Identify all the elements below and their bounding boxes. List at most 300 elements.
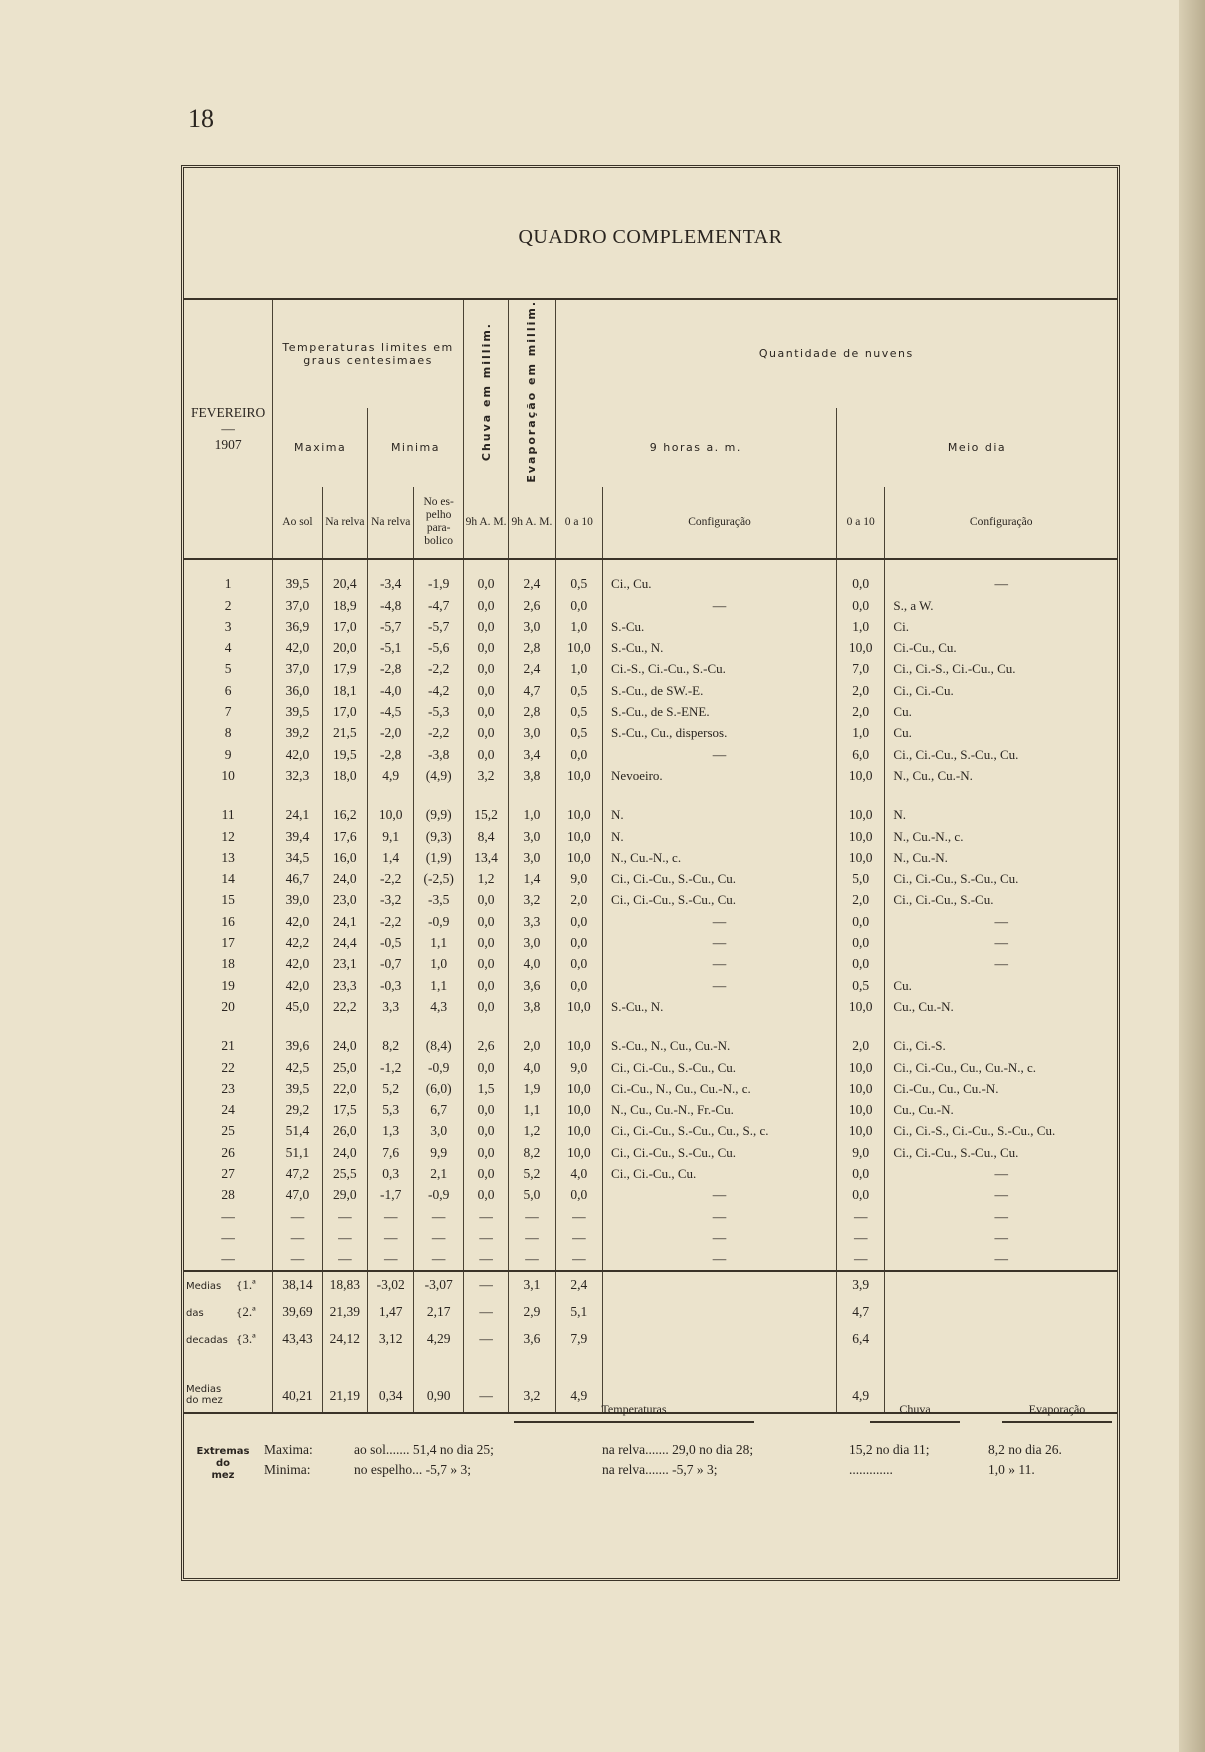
col-ao-sol: Ao sol <box>273 487 322 559</box>
table-cell: 1,4 <box>509 869 555 890</box>
table-cell: 13,4 <box>463 847 508 868</box>
col-no-espelho: No es- pelho para- bolico <box>414 487 463 559</box>
table-cell: 0,0 <box>463 680 508 701</box>
average-cell: 3,9 <box>837 1271 885 1299</box>
decade-label-word: Medias <box>186 1281 222 1293</box>
table-row <box>184 975 1117 996</box>
extremes-label-3: mez <box>211 1470 235 1481</box>
table-cell: 0,0 <box>463 1099 508 1120</box>
table-cell: 6,7 <box>414 1099 463 1120</box>
table-cell: 1,1 <box>509 1099 555 1120</box>
table-cell: — <box>885 954 1117 975</box>
table-cell: Ci.-Cu., Cu. <box>885 638 1117 659</box>
table-cell: 39,4 <box>273 826 322 847</box>
table-cell: 20 <box>221 998 235 1014</box>
average-cell: 4,29 <box>414 1326 463 1353</box>
table-cell: (8,4) <box>414 1036 463 1057</box>
table-cell: 17,0 <box>322 701 367 722</box>
table-cell: 0,0 <box>837 559 885 595</box>
table-cell: Ci., Ci.-S., Ci.-Cu., Cu. <box>885 659 1117 680</box>
table-cell: 2,0 <box>509 1036 555 1057</box>
table-cell: 5,0 <box>837 869 885 890</box>
table-cell: N., Cu.-N., c. <box>885 826 1117 847</box>
table-cell: S.-Cu., N. <box>603 996 837 1017</box>
table-cell: -4,8 <box>368 595 414 616</box>
average-cell: -3,07 <box>414 1271 463 1299</box>
table-cell: 10,0 <box>555 847 602 868</box>
table-cell: 10,0 <box>837 826 885 847</box>
decade-label: decadas {3.ª <box>186 1331 256 1347</box>
table-cell: -5,3 <box>414 701 463 722</box>
table-cell: — <box>603 954 837 975</box>
table-cell: 39,0 <box>273 890 322 911</box>
table-cell: 23,3 <box>322 975 367 996</box>
table-cell: Ci., Ci.-Cu. <box>885 680 1117 701</box>
table-cell: -0,9 <box>414 911 463 932</box>
table-cell: 2,6 <box>463 1036 508 1057</box>
table-cell: 18,0 <box>322 765 367 786</box>
table-cell: Ci., Ci.-Cu., S.-Cu., Cu. <box>603 1057 837 1078</box>
table-cell: Cu., Cu.-N. <box>885 1099 1117 1120</box>
table-cell: — <box>837 1206 885 1227</box>
decade-average-row <box>184 1271 1117 1299</box>
table-cell: 10,0 <box>555 765 602 786</box>
table-cell: 9,0 <box>837 1142 885 1163</box>
table-cell: 42,0 <box>273 638 322 659</box>
table-cell: Ci., Ci.-Cu., S.-Cu., Cu. <box>603 890 837 911</box>
table-cell: 0,0 <box>463 723 508 744</box>
average-cell: 7,9 <box>555 1326 602 1353</box>
table-cell: — <box>885 1206 1117 1227</box>
average-cell: 1,47 <box>368 1299 414 1326</box>
table-cell: 18 <box>221 956 235 972</box>
row-spacer <box>184 787 1117 805</box>
max-sol: ao sol....... 51,4 no dia 25; <box>354 1442 494 1457</box>
table-cell: 8,4 <box>463 826 508 847</box>
evap-header: Evaporação em millim. <box>509 299 555 487</box>
table-cell: Ci. <box>885 616 1117 637</box>
decade-label: Medias {1.ª <box>186 1277 256 1293</box>
data-table-wrap <box>184 298 1117 1414</box>
table-cell: 47,0 <box>273 1185 322 1206</box>
table-cell: 24,1 <box>322 911 367 932</box>
table-cell: 2,4 <box>509 559 555 595</box>
nine-hours-header: 9 horas a. m. <box>555 408 836 487</box>
table-cell: — <box>555 1206 602 1227</box>
table-cell: — <box>603 1206 837 1227</box>
average-cell: 39,69 <box>273 1299 322 1326</box>
table-cell: 4,0 <box>509 954 555 975</box>
table-cell: 2,1 <box>414 1163 463 1184</box>
table-cell: 3,3 <box>509 911 555 932</box>
table-cell: S.-Cu. <box>603 616 837 637</box>
table-cell: — <box>509 1227 555 1248</box>
table-cell: -2,8 <box>368 659 414 680</box>
table-cell: (9,3) <box>414 826 463 847</box>
table-cell: 4,3 <box>414 996 463 1017</box>
col-clouds-9h-config: Configuração <box>603 487 837 559</box>
table-cell: 6,0 <box>837 744 885 765</box>
table-cell: (-2,5) <box>414 869 463 890</box>
table-cell: 3,2 <box>463 765 508 786</box>
table-cell: 17,9 <box>322 659 367 680</box>
table-cell: — <box>837 1249 885 1271</box>
table-cell: — <box>885 932 1117 953</box>
table-cell: — <box>273 1206 322 1227</box>
table-cell: 45,0 <box>273 996 322 1017</box>
table-cell: 2,0 <box>837 1036 885 1057</box>
table-cell: 4,0 <box>509 1057 555 1078</box>
decade-label: das {2.ª <box>186 1304 256 1320</box>
extremes-label-1: Extremas <box>196 1446 250 1457</box>
row-spacer <box>184 1018 1117 1036</box>
table-cell: 0,0 <box>555 975 602 996</box>
table-cell: N., Cu.-N., c. <box>603 847 837 868</box>
max-relva: na relva....... 29,0 no dia 28; <box>602 1442 754 1457</box>
average-cell: 4,9 <box>555 1353 602 1413</box>
book-spine <box>1179 0 1205 1752</box>
table-cell: 32,3 <box>273 765 322 786</box>
table-cell: 4,7 <box>509 680 555 701</box>
average-cell: 2,4 <box>555 1271 602 1299</box>
table-cell: 1,2 <box>509 1121 555 1142</box>
table-cell: 24,1 <box>273 805 322 826</box>
month-average-label-2: do mez <box>186 1394 223 1406</box>
year-label: 1907 <box>214 436 242 452</box>
table-cell: 14 <box>221 871 235 887</box>
table-cell: 3,0 <box>509 826 555 847</box>
table-row <box>184 1142 1117 1163</box>
table-row <box>184 659 1117 680</box>
table-cell: — <box>885 1185 1117 1206</box>
table-frame <box>181 165 1120 1581</box>
table-row <box>184 996 1117 1017</box>
table-row <box>184 1206 1117 1227</box>
table-cell: -5,1 <box>368 638 414 659</box>
col-na-relva-min: Na relva <box>368 487 414 559</box>
table-row <box>184 1121 1117 1142</box>
table-cell: -1,2 <box>368 1057 414 1078</box>
table-cell: — <box>603 932 837 953</box>
average-cell <box>885 1326 1117 1353</box>
table-cell: 1,0 <box>555 616 602 637</box>
month-label: FEVEREIRO <box>191 404 266 420</box>
min-chuva: ............. <box>849 1462 893 1477</box>
table-cell: S., a W. <box>885 595 1117 616</box>
col-clouds-md-config: Configuração <box>885 487 1117 559</box>
table-cell: 10,0 <box>837 805 885 826</box>
table-cell: Cu. <box>885 701 1117 722</box>
min-relva: na relva....... -5,7 » 3; <box>602 1462 718 1477</box>
table-cell: — <box>368 1206 414 1227</box>
table-row <box>184 890 1117 911</box>
table-cell: S.-Cu., Cu., dispersos. <box>603 723 837 744</box>
table-cell: 10 <box>221 767 235 783</box>
table-cell: -5,6 <box>414 638 463 659</box>
table-cell: 0,0 <box>463 638 508 659</box>
table-cell: 3,0 <box>509 932 555 953</box>
table-cell: 17,6 <box>322 826 367 847</box>
extremes-section <box>184 1396 1117 1496</box>
table-cell: — <box>603 1227 837 1248</box>
rain-header: Chuva em millim. <box>463 299 508 487</box>
table-cell: 9,9 <box>414 1142 463 1163</box>
table-cell: 51,4 <box>273 1121 322 1142</box>
table-cell: 1,1 <box>414 975 463 996</box>
average-cell: — <box>463 1271 508 1299</box>
table-cell: 0,0 <box>463 1142 508 1163</box>
table-cell: 23,1 <box>322 954 367 975</box>
average-cell: 0,34 <box>368 1353 414 1413</box>
table-row <box>184 559 1117 595</box>
table-cell: 10,0 <box>555 996 602 1017</box>
table-cell: -3,8 <box>414 744 463 765</box>
table-cell: 26 <box>221 1144 235 1160</box>
table-cell: -0,7 <box>368 954 414 975</box>
table-cell: S.-Cu., de SW.-E. <box>603 680 837 701</box>
temps-heading: Temperaturas <box>514 1402 754 1423</box>
table-cell: 10,0 <box>555 805 602 826</box>
table-cell: — <box>837 1227 885 1248</box>
table-cell: (4,9) <box>414 765 463 786</box>
table-cell: — <box>885 911 1117 932</box>
table-cell: -0,5 <box>368 932 414 953</box>
average-cell: 24,12 <box>322 1326 367 1353</box>
table-cell: Ci.-Cu., Cu., Cu.-N. <box>885 1078 1117 1099</box>
average-cell: — <box>463 1326 508 1353</box>
table-cell: 37,0 <box>273 659 322 680</box>
table-row <box>184 680 1117 701</box>
table-cell: — <box>885 559 1117 595</box>
table-row <box>184 954 1117 975</box>
table-cell: 0,0 <box>463 1121 508 1142</box>
table-cell: -3,2 <box>368 890 414 911</box>
table-cell: 0,5 <box>837 975 885 996</box>
table-cell: — <box>221 1208 235 1224</box>
table-cell: 3,0 <box>509 616 555 637</box>
table-cell: 1,9 <box>509 1078 555 1099</box>
table-cell: 46,7 <box>273 869 322 890</box>
table-cell: 2,8 <box>509 638 555 659</box>
table-cell: Cu. <box>885 723 1117 744</box>
table-cell: 4,9 <box>368 765 414 786</box>
table-cell: 0,0 <box>463 954 508 975</box>
table-cell: 7,0 <box>837 659 885 680</box>
table-cell: 13 <box>221 849 235 865</box>
table-cell: 0,0 <box>555 932 602 953</box>
table-cell: 0,5 <box>555 701 602 722</box>
table-cell: 0,0 <box>463 616 508 637</box>
table-cell: 11 <box>221 807 235 823</box>
table-cell: -4,5 <box>368 701 414 722</box>
table-cell: 10,0 <box>837 1078 885 1099</box>
table-cell: — <box>603 1249 837 1271</box>
table-cell: 2,4 <box>509 659 555 680</box>
max-evap: 8,2 no dia 26. <box>988 1442 1062 1457</box>
table-cell: — <box>509 1249 555 1271</box>
table-row <box>184 847 1117 868</box>
table-cell: N., Cu., Cu.-N. <box>885 765 1117 786</box>
table-cell: 1,4 <box>368 847 414 868</box>
table-cell: Ci., Ci.-Cu., S.-Cu., Cu., S., c. <box>603 1121 837 1142</box>
table-cell: 0,3 <box>368 1163 414 1184</box>
table-cell: 36,0 <box>273 680 322 701</box>
table-cell: — <box>368 1227 414 1248</box>
table-row <box>184 805 1117 826</box>
table-cell: — <box>322 1227 367 1248</box>
table-cell: 0,0 <box>463 1163 508 1184</box>
table-cell: 1,5 <box>463 1078 508 1099</box>
table-cell: 0,0 <box>555 911 602 932</box>
table-cell: — <box>603 744 837 765</box>
table-cell: 42,5 <box>273 1057 322 1078</box>
month-average-label-1: Medias <box>186 1383 222 1395</box>
table-cell: Ci., Ci.-S. <box>885 1036 1117 1057</box>
minima-header: Minima <box>368 408 464 487</box>
table-cell: 0,0 <box>463 890 508 911</box>
table-cell: 42,0 <box>273 744 322 765</box>
dash: — <box>221 420 235 436</box>
page-number: 18 <box>188 104 214 133</box>
table-cell: 17,5 <box>322 1099 367 1120</box>
col-na-relva: Na relva <box>322 487 367 559</box>
table-cell: 0,0 <box>463 1185 508 1206</box>
table-row <box>184 744 1117 765</box>
table-cell: -4,0 <box>368 680 414 701</box>
minima-label: Minima: <box>264 1462 311 1477</box>
table-cell: — <box>885 1163 1117 1184</box>
table-cell: — <box>273 1227 322 1248</box>
table-cell: N. <box>885 805 1117 826</box>
table-cell: -5,7 <box>414 616 463 637</box>
table-cell: — <box>603 595 837 616</box>
table-cell: 2,6 <box>509 595 555 616</box>
table-cell: 22,2 <box>322 996 367 1017</box>
table-cell: 3,2 <box>509 890 555 911</box>
table-cell: 1,0 <box>837 616 885 637</box>
table-row <box>184 1185 1117 1206</box>
table-cell: -2,8 <box>368 744 414 765</box>
table-cell: 0,5 <box>555 680 602 701</box>
table-cell: 39,2 <box>273 723 322 744</box>
table-cell: 8 <box>224 725 232 741</box>
clouds-header: Quantidade de nuvens <box>555 299 1117 408</box>
table-cell: 19 <box>221 977 235 993</box>
table-cell: 10,0 <box>837 1057 885 1078</box>
table-cell: -2,0 <box>368 723 414 744</box>
table-cell: 26,0 <box>322 1121 367 1142</box>
table-cell: Ci.-Cu., N., Cu., Cu.-N., c. <box>603 1078 837 1099</box>
table-cell: 9,0 <box>555 869 602 890</box>
table-cell: Ci., Ci.-Cu., Cu., Cu.-N., c. <box>885 1057 1117 1078</box>
temp-group-header: Temperaturas limites em graus centesimaes <box>273 299 464 408</box>
table-row <box>184 1227 1117 1248</box>
table-cell: 10,0 <box>555 1142 602 1163</box>
table-cell: 9,0 <box>555 1057 602 1078</box>
table-cell: S.-Cu., de S.-ENE. <box>603 701 837 722</box>
table-cell: 18,9 <box>322 595 367 616</box>
table-cell: 10,0 <box>555 638 602 659</box>
table-cell: 42,2 <box>273 932 322 953</box>
table-cell: 7,6 <box>368 1142 414 1163</box>
table-row <box>184 765 1117 786</box>
table-cell: 0,0 <box>837 954 885 975</box>
table-cell: Ci., Ci.-Cu., S.-Cu., Cu. <box>603 1142 837 1163</box>
table-cell: 39,5 <box>273 701 322 722</box>
average-cell: 5,1 <box>555 1299 602 1326</box>
maxima-label: Maxima: <box>264 1442 313 1457</box>
table-cell: 3,0 <box>509 847 555 868</box>
table-cell: (6,0) <box>414 1078 463 1099</box>
max-chuva: 15,2 no dia 11; <box>849 1442 930 1457</box>
average-cell: 6,4 <box>837 1326 885 1353</box>
decade-number: 3.ª <box>242 1331 256 1347</box>
table-cell: Ci., Ci.-Cu., S.-Cu., Cu. <box>885 869 1117 890</box>
average-cell: 4,9 <box>837 1353 885 1413</box>
table-cell: 2,8 <box>509 701 555 722</box>
table-cell: 6 <box>224 682 232 698</box>
average-cell: 43,43 <box>273 1326 322 1353</box>
table-cell: 16 <box>221 913 235 929</box>
table-cell: — <box>322 1206 367 1227</box>
table-cell: 3,0 <box>509 723 555 744</box>
table-cell: 47,2 <box>273 1163 322 1184</box>
table-cell: 10,0 <box>555 826 602 847</box>
table-cell: -4,2 <box>414 680 463 701</box>
table-cell: -0,9 <box>414 1185 463 1206</box>
decade-label-word: decadas <box>186 1335 228 1347</box>
table-title: QUADRO COMPLEMENTAR <box>518 226 783 248</box>
table-cell: 10,0 <box>555 1036 602 1057</box>
table-cell: -0,3 <box>368 975 414 996</box>
table-cell: 8,2 <box>509 1142 555 1163</box>
table-cell: 15 <box>221 892 235 908</box>
table-cell: 19,5 <box>322 744 367 765</box>
table-cell: 17 <box>221 935 235 951</box>
table-cell: -0,9 <box>414 1057 463 1078</box>
table-cell: 2,0 <box>837 890 885 911</box>
table-cell: — <box>414 1249 463 1271</box>
table-cell: 10,0 <box>837 765 885 786</box>
table-cell: -1,9 <box>414 559 463 595</box>
table-cell: — <box>414 1206 463 1227</box>
table-cell: 24,0 <box>322 1036 367 1057</box>
table-cell: — <box>603 1185 837 1206</box>
table-cell: 21,5 <box>322 723 367 744</box>
average-cell <box>603 1299 837 1326</box>
table-cell: 0,0 <box>463 595 508 616</box>
table-row <box>184 595 1117 616</box>
average-cell: 2,9 <box>509 1299 555 1326</box>
table-cell: 25 <box>221 1123 235 1139</box>
table-cell: 29,0 <box>322 1185 367 1206</box>
table-cell: Ci., Ci.-Cu., Cu. <box>603 1163 837 1184</box>
table-cell: 0,0 <box>837 595 885 616</box>
table-cell: 1 <box>224 576 232 592</box>
average-cell <box>603 1326 837 1353</box>
table-cell: — <box>273 1249 322 1271</box>
table-cell: 34,5 <box>273 847 322 868</box>
table-cell: — <box>221 1229 235 1245</box>
table-cell: 3,4 <box>509 744 555 765</box>
table-cell: 1,0 <box>555 659 602 680</box>
table-cell: 10,0 <box>555 1078 602 1099</box>
table-cell: 5,2 <box>509 1163 555 1184</box>
table-cell: 2 <box>224 597 232 613</box>
table-row <box>184 1036 1117 1057</box>
decade-label-word: das <box>186 1308 204 1320</box>
table-row <box>184 1099 1117 1120</box>
